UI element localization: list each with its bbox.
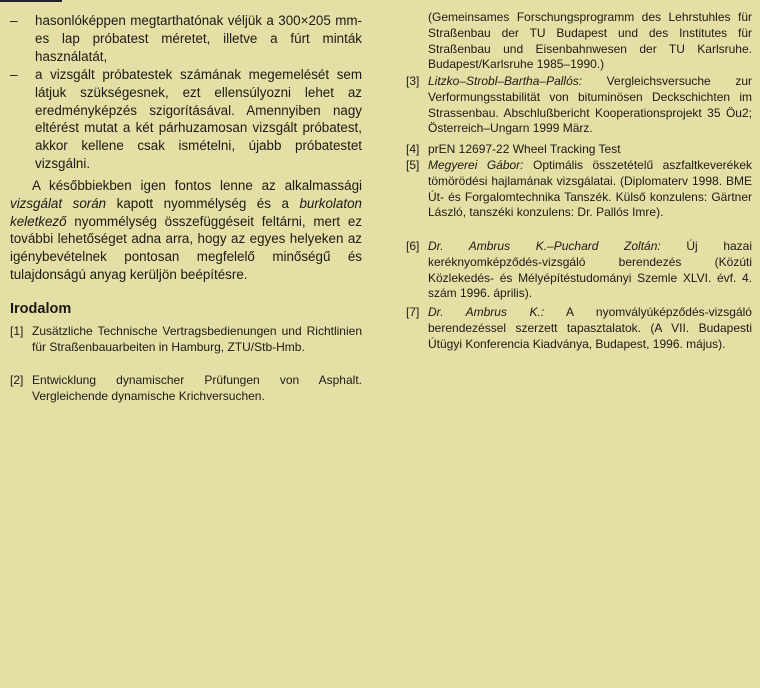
top-rule (0, 0, 62, 2)
reference-number: [3] (406, 74, 420, 88)
paragraph-text-2: kapott nyommélység és a (106, 195, 300, 211)
reference-body: Vergleichsversuche zur Verformungsstabilität von bituminösen Deckschichten im Strassenbau. Abschlußbericht Kooperationsprojekt 35 Öu2; Österreich–Ungarn 1999 März. (428, 74, 752, 136)
body-paragraph (10, 177, 362, 284)
reference-text: Zusätzliche Technische Vertragsbedienungen und Richtlinien für Straßenbauarbeiten in Hamburg, ZTU/Stb-Hmb. (32, 324, 362, 354)
bullet-text: a vizsgált próbatestek számának megemelését sem látjuk szükségesnek, ezt ellensúlyozni lehet az eredményképzés szigorításával. Amennyiben nagy eltérést mutat a két párhuzamosan vizsgált próbatest, akkor kellene csak ismételni, újabb próbatestet vizsgálni. (35, 67, 362, 171)
reference-author: Dr. Ambrus K.–Puchard Zoltán: (428, 239, 661, 253)
reference-number: [2] (10, 373, 24, 387)
bullet-text: hasonlóképpen megtarthatónak véljük a 300×205 mm-es lap próbatest méretet, illetve a fúrt minták használatát, (35, 13, 362, 64)
reference-number: [1] (10, 324, 24, 338)
reference-body: Optimális összetételű aszfaltkeverékek tömörödési hajlamának vizsgálatai. (Diplomaterv 1998. BME Út- és Forgalomtechnika Tanszék. Külső konzulens: Gärtner László, tanszéki konzulens: Dr. Pallós Imre). (428, 158, 753, 220)
reference-text (428, 305, 752, 352)
reference-body: Új hazai keréknyomképződés-vizsgáló berendezés (Közúti Közlekedés- és Mélyépítéstudományi Szemle XLVI. évf. 4. szám 1996. április). (428, 239, 753, 301)
reference-text (428, 142, 752, 158)
bullet-dash: – (10, 13, 18, 28)
reference-body: A nyomvályúképződés-vizsgáló berendezéssel szerzett tapasztalatok. (A VII. Budapesti Útügyi Konferencia Kiadványa, Budapest, 1996. május). (428, 305, 752, 351)
paragraph-text-3: nyommélység összefüggéseit feltárni, mert ez további lehetőséget adna arra, hogy az egyes helyeken az igénybevételnek pontosan megfelelő minőségű és tulajdonságú anyag kerüljön beépítésre. (10, 213, 362, 282)
reference-number: [7] (406, 305, 420, 319)
reference-author: Litzko–Strobl–Bartha–Pallós: (428, 74, 583, 88)
reference-number: [6] (406, 239, 420, 253)
paragraph-text-1: A későbbiekben igen fontos lenne az alkalmassági (32, 178, 362, 193)
reference-author: Megyerei Gábor: (428, 158, 524, 172)
bullet-dash: – (10, 67, 18, 82)
reference-number: [4] (406, 142, 420, 156)
paragraph-italic-1: vizsgálat során (10, 195, 107, 211)
reference-continuation: (Gemeinsames Forschungsprogramm des Lehrstuhles für Straßenbau der TU Budapest und des Institutes für Straßenbau und Eisenbahnwesen der TU Karlsruhe. Budapest/Karlsruhe 1985–1990.) (428, 10, 752, 72)
reference-body: prEN 12697-22 Wheel Tracking Test (428, 142, 621, 156)
reference-author: Dr. Ambrus K.: (428, 305, 545, 319)
references-heading: Irodalom (10, 301, 72, 317)
reference-text (428, 158, 752, 221)
reference-text: Entwicklung dynamischer Prüfungen von Asphalt. Vergleichende dynamische Krichversuchen. (32, 373, 362, 403)
reference-text (428, 74, 752, 137)
paragraph-italic-2: burkolaton keletkező (10, 195, 362, 229)
reference-number: [5] (406, 158, 420, 172)
reference-text (428, 239, 752, 302)
